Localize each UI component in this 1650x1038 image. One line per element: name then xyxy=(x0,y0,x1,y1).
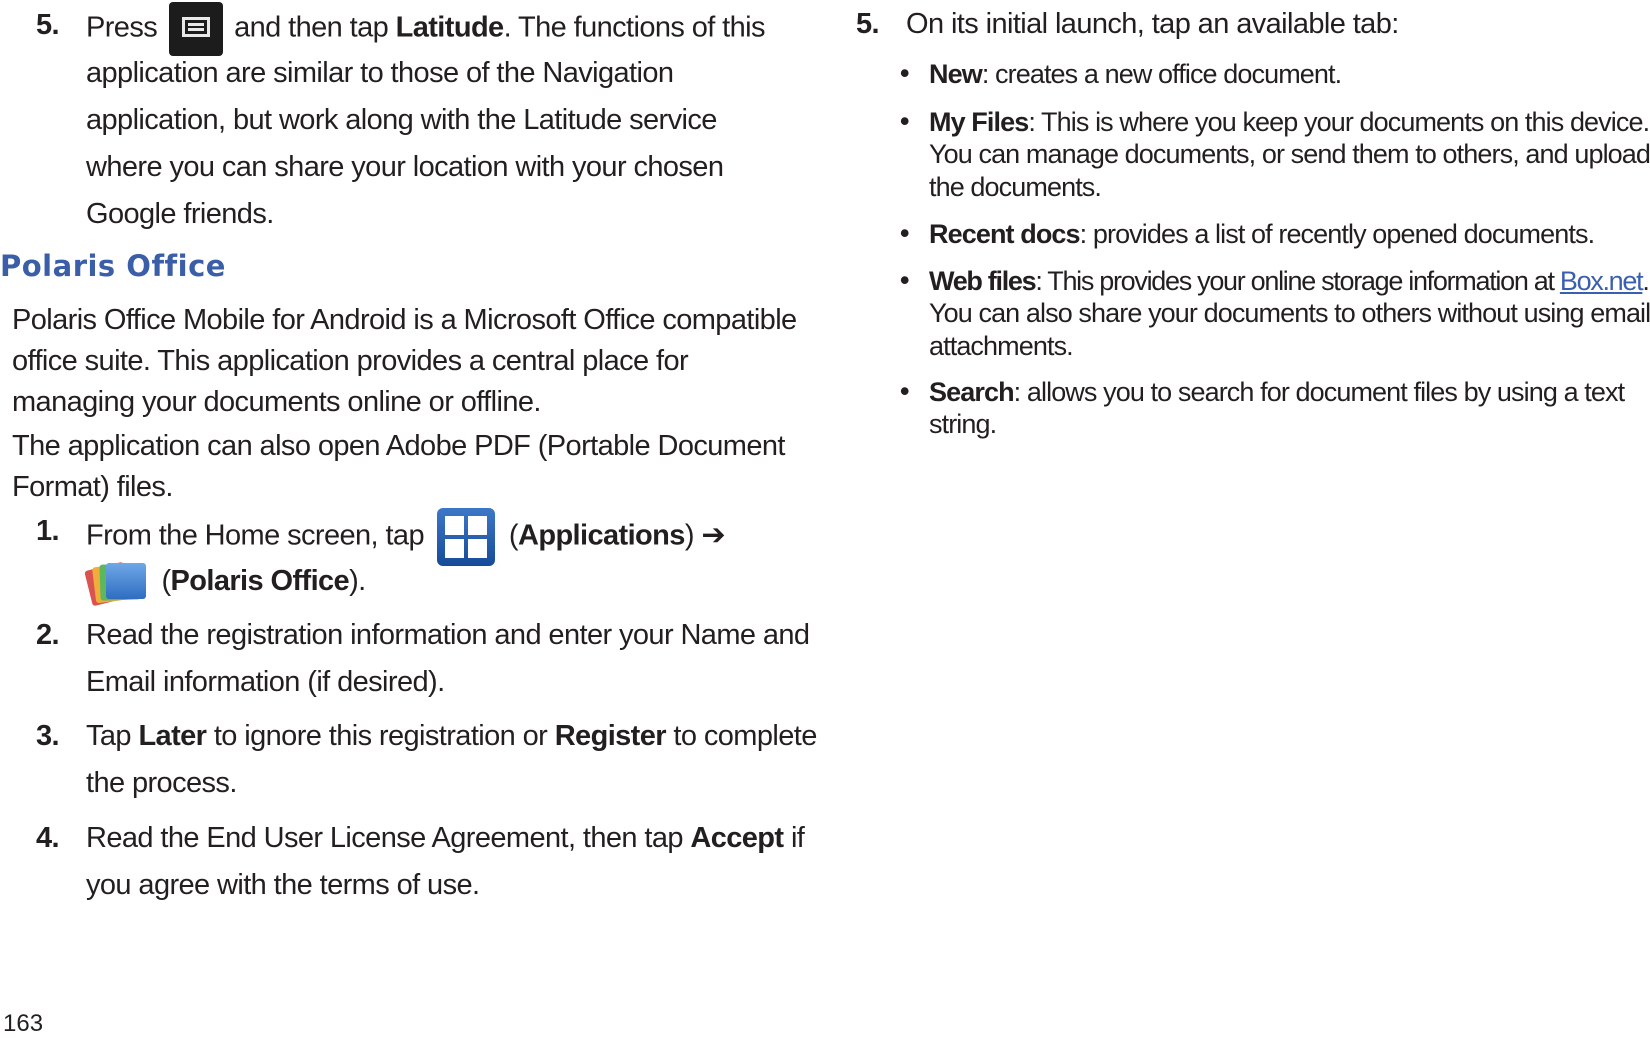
step-text: From the Home screen, tap xyxy=(86,519,424,552)
step-text: ) xyxy=(684,519,694,552)
intro-paragraph xyxy=(12,300,797,423)
bullet-line xyxy=(929,265,1649,298)
bullet-term: Web files xyxy=(929,266,1036,296)
step-line: the process. xyxy=(86,767,237,799)
menu-key-icon xyxy=(169,2,223,56)
step-line: Email information (if desired). xyxy=(86,666,445,698)
bullet-line xyxy=(929,376,1624,409)
step-text: and then tap xyxy=(234,11,389,44)
step-number: 2. xyxy=(36,619,59,651)
bullet-line xyxy=(929,106,1649,139)
step-text: if xyxy=(790,822,805,854)
bullet-term: Recent docs xyxy=(929,219,1080,249)
bullet-text: : creates a new office document. xyxy=(981,59,1342,89)
accept-label: Accept xyxy=(690,822,784,854)
bullet-icon: • xyxy=(900,106,910,136)
bullet-line: You can also share your documents to others without using email xyxy=(929,298,1650,328)
page-number: 163 xyxy=(3,1010,44,1037)
step-line: Read the registration information and enter your Name and xyxy=(86,619,810,651)
bullet-line xyxy=(929,58,1341,91)
step-line xyxy=(86,713,817,760)
bullet-icon: • xyxy=(900,376,910,406)
step-text: to ignore this registration or xyxy=(213,720,548,752)
step-line: application are similar to those of the Navigation xyxy=(86,57,674,89)
register-label: Register xyxy=(554,720,666,752)
step-text: ( xyxy=(161,565,171,597)
bullet-term: My Files xyxy=(929,107,1029,137)
bullet-line: string. xyxy=(929,409,997,439)
bullet-text: : This is where you keep your documents on this device. xyxy=(1028,107,1650,137)
step-number: 4. xyxy=(36,822,59,854)
step-number: 5. xyxy=(36,9,59,41)
bullet-icon: • xyxy=(900,218,910,248)
latitude-label: Latitude xyxy=(395,11,504,44)
step-4-license xyxy=(36,815,805,910)
step-line: you agree with the terms of use. xyxy=(86,869,480,901)
bullet-line: attachments. xyxy=(929,331,1073,361)
step-line xyxy=(86,558,366,605)
step-text: ). xyxy=(349,565,366,597)
later-label: Later xyxy=(138,720,207,752)
step-5-tabs xyxy=(856,8,1399,41)
step-1-open-app xyxy=(36,508,756,608)
step-text: . The functions of this xyxy=(503,11,765,44)
step-line: Google friends. xyxy=(86,198,274,230)
polaris-office-icon xyxy=(86,560,148,604)
step-number: 3. xyxy=(36,720,59,752)
step-text: to complete xyxy=(673,720,817,752)
step-2-registration xyxy=(36,612,810,707)
step-line xyxy=(86,815,804,862)
bullet-line xyxy=(929,218,1594,251)
step-line: where you can share your location with your chosen xyxy=(86,151,724,183)
step-text: On its initial launch, tap an available tab: xyxy=(906,8,1399,40)
step-number: 5. xyxy=(856,8,879,40)
applications-icon xyxy=(437,508,495,566)
step-line: application, but work along with the Latitude service xyxy=(86,104,717,136)
bullet-text: : This provides your online storage information at xyxy=(1035,266,1554,296)
bullet-text: : allows you to search for document files by using a text xyxy=(1013,377,1625,407)
bullet-icon: • xyxy=(900,58,910,88)
section-heading: Polaris Office xyxy=(0,249,226,283)
para-line: The application can also open Adobe PDF (Portable Document xyxy=(12,430,785,462)
bullet-term: Search xyxy=(929,377,1014,407)
pdf-paragraph xyxy=(12,426,785,508)
step-5-latitude xyxy=(36,2,765,242)
box-net-link[interactable]: Box.net xyxy=(1559,266,1643,296)
arrow-icon: ➔ xyxy=(701,519,726,552)
para-line: Format) files. xyxy=(12,471,173,503)
bullet-line: You can manage documents, or send them to others, and upload xyxy=(929,139,1650,169)
step-text: Tap xyxy=(86,720,131,752)
bullet-text: : provides a list of recently opened documents. xyxy=(1079,219,1595,249)
step-text: Press xyxy=(86,11,158,44)
bullet-text: . xyxy=(1642,266,1649,296)
para-line: managing your documents online or offline. xyxy=(12,386,541,418)
para-line: office suite. This application provides a central place for xyxy=(12,345,689,377)
bullet-line: the documents. xyxy=(929,172,1102,202)
step-text: Read the End User License Agreement, then tap xyxy=(86,822,683,854)
applications-label: Applications xyxy=(517,519,685,552)
step-3-later-register xyxy=(36,713,817,808)
step-line xyxy=(86,2,765,56)
bullet-term: New xyxy=(929,59,982,89)
step-number: 1. xyxy=(36,515,59,547)
para-line: Polaris Office Mobile for Android is a Microsoft Office compatible xyxy=(12,304,797,336)
step-text: ( xyxy=(508,519,518,552)
bullet-icon: • xyxy=(900,265,910,295)
polaris-office-label: Polaris Office xyxy=(170,565,350,597)
